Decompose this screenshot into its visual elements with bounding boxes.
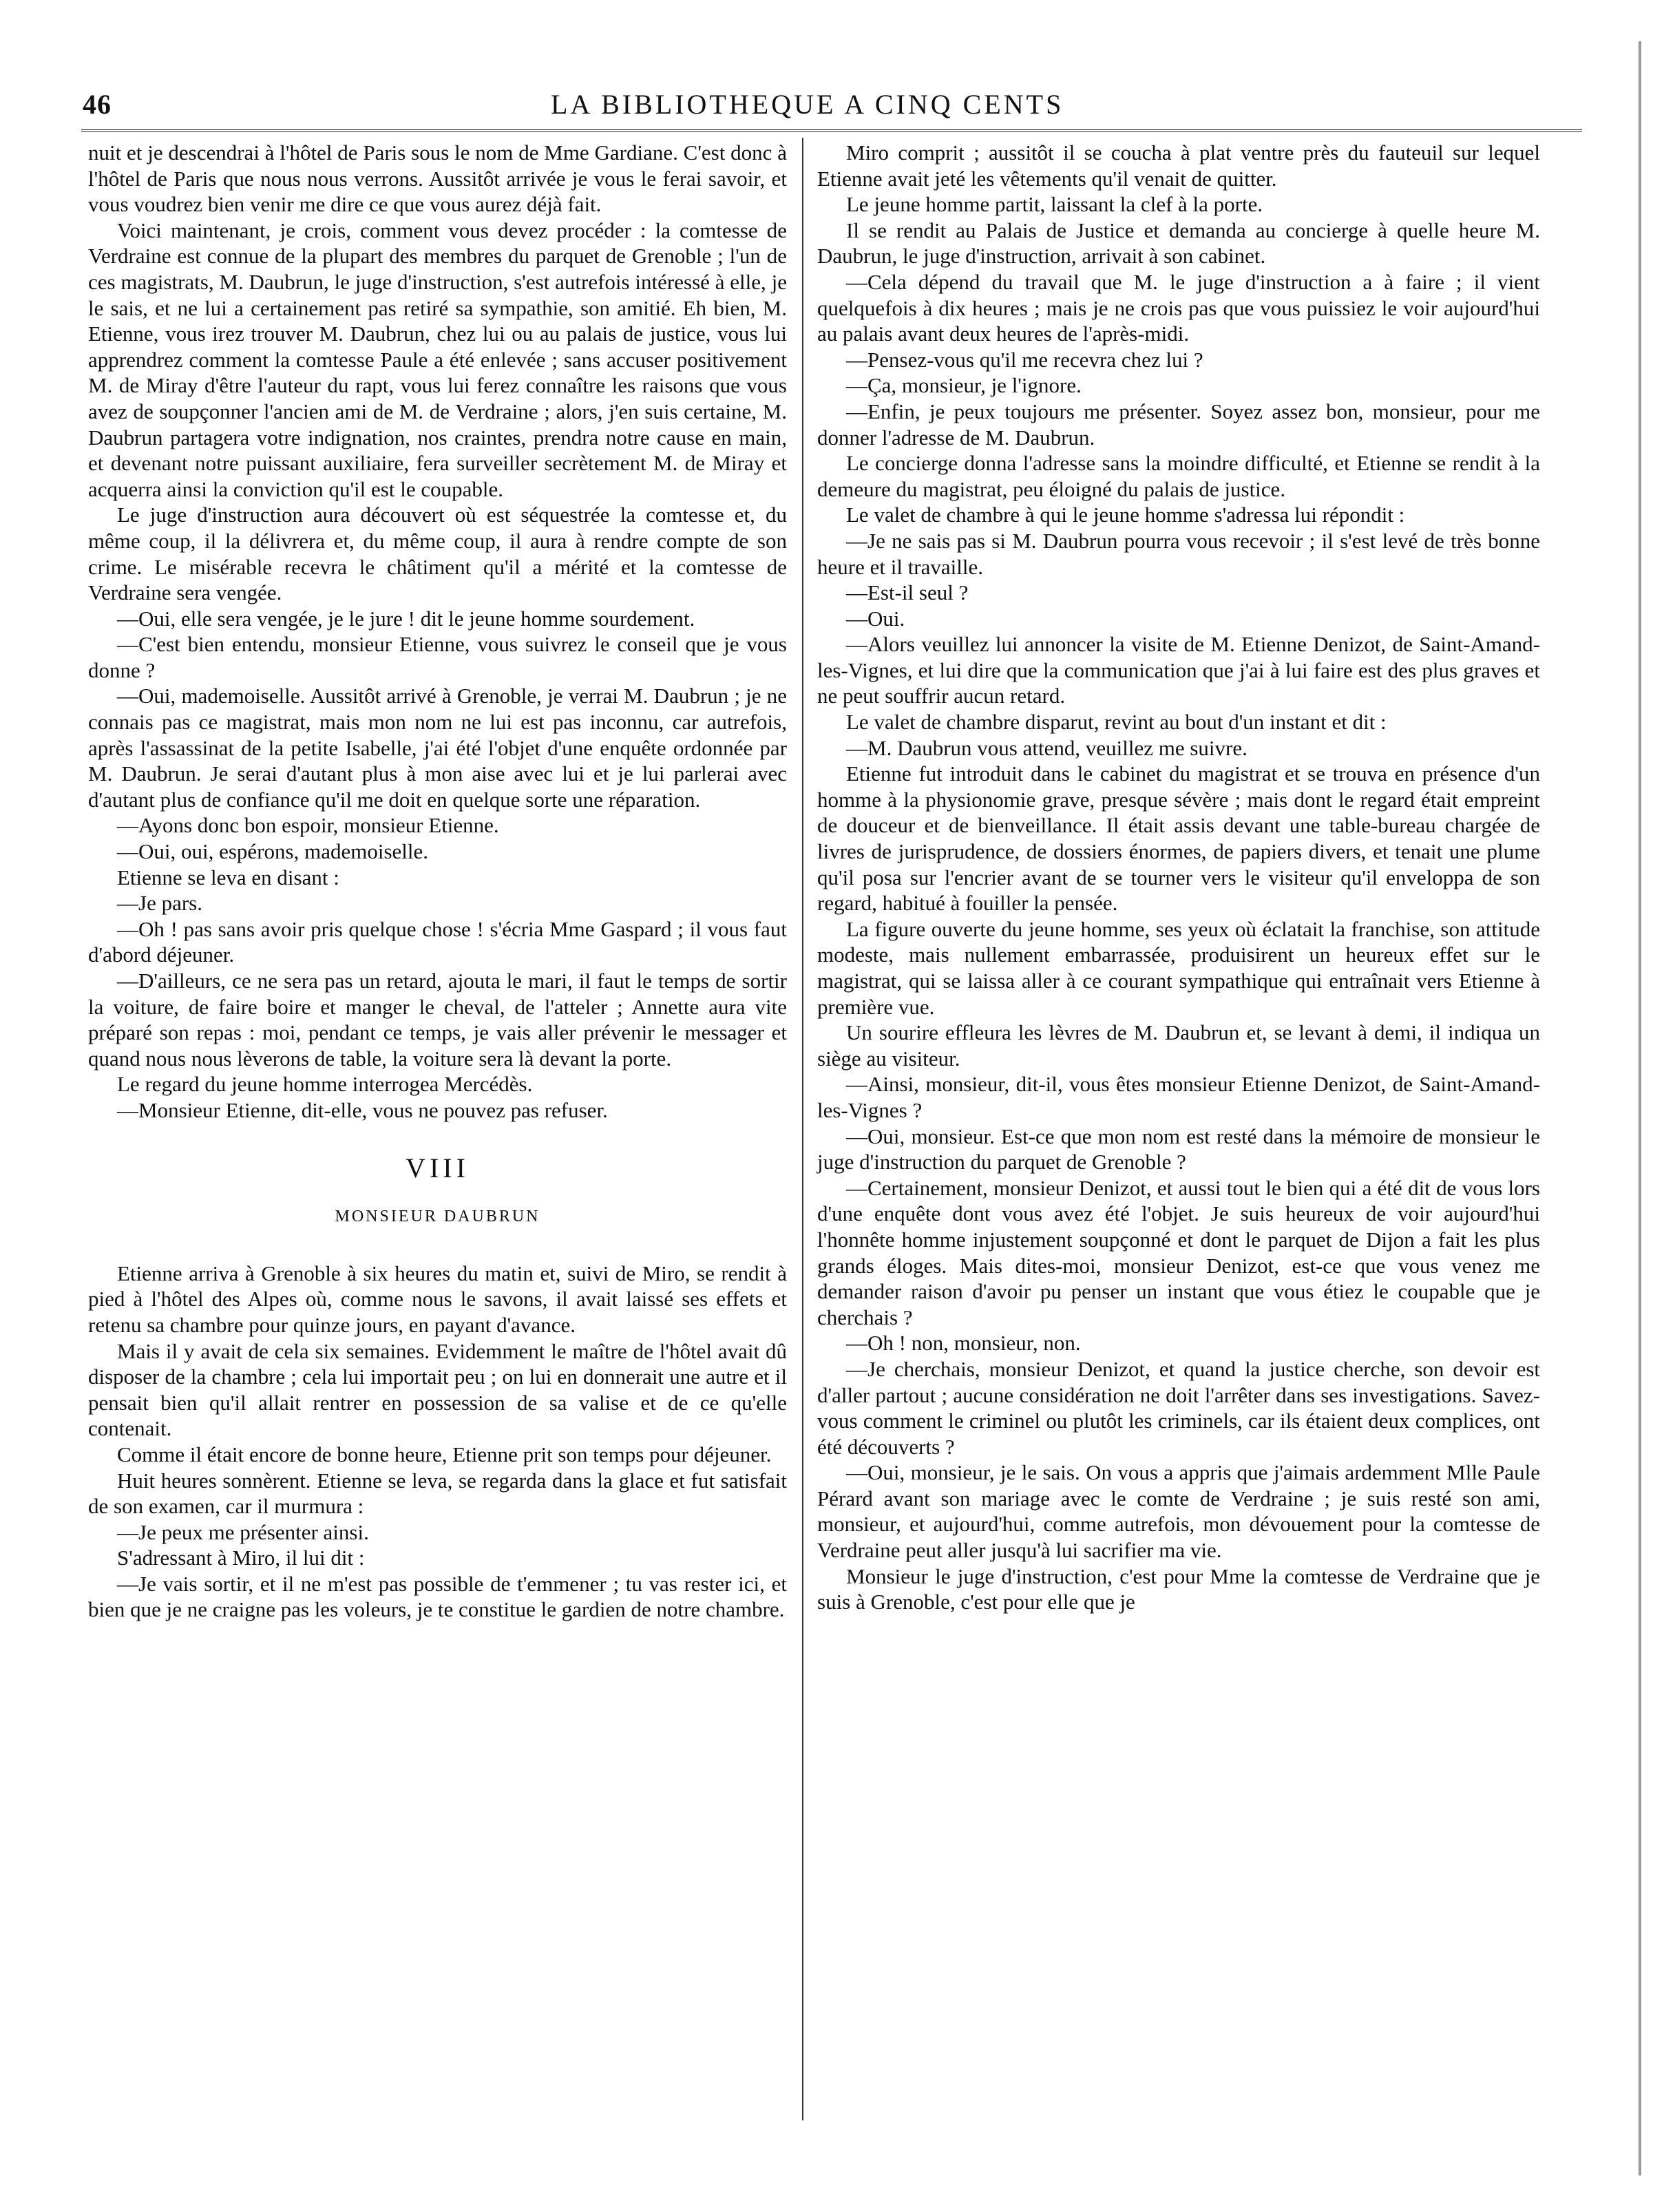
page-header <box>83 88 1583 125</box>
paragraph: Un sourire effleura les lèvres de M. Daubrun et, se levant à demi, il indiqua un siège au visiteur. <box>817 1020 1540 1071</box>
paragraph: —Je vais sortir, et il ne m'est pas possible de t'emmener ; tu vas rester ici, et bien que je ne craigne pas les voleurs, je te constitue le gardien de notre chambre. <box>88 1571 787 1622</box>
paragraph: —Pensez-vous qu'il me recevra chez lui ? <box>846 347 1203 372</box>
paragraph: Huit heures sonnèrent. Etienne se leva, se regarda dans la glace et fut satisfait de son examen, car il murmura : <box>88 1468 787 1519</box>
paragraph: Voici maintenant, je crois, comment vous devez procéder : la comtesse de Verdraine est connue de la plupart des membres du parquet de Grenoble ; l'un de ces magistrats, M. Daubrun, le juge d'instruction, s'est autrefois intéressé à elle, je le sais, et ne lui a certainement pas retiré sa sympathie, son amitié. Eh bien, M. Etienne, vous irez trouver M. Daubrun, chez lui ou au palais de justice, vous lui apprendrez comment la comtesse Paule a été enlevée ; sans accuser positivement M. de Miray d'être l'auteur du rapt, vous lui ferez connaître les raisons que vous avez de soupçonner l'ancien ami de M. de Verdraine ; alors, j'en suis certaine, M. Daubrun partagera votre indignation, nos craintes, prendra notre cause en main, et devenant notre puissant auxiliaire, fera surveiller secrètement M. de Miray et acquerra ainsi la conviction qu'il est le coupable. <box>88 218 787 501</box>
running-title: LA BIBLIOTHEQUE A CINQ CENTS <box>551 89 1064 120</box>
paragraph: Mais il y avait de cela six semaines. Evidemment le maître de l'hôtel avait dû disposer de la chambre ; cela lui importait peu ; on lui en donnerait une autre et il pensait bien qu'il allait rentrer en possession de sa valise et de ce qu'elle contenait. <box>88 1338 787 1441</box>
column-divider <box>802 138 803 2120</box>
paragraph: —Oui, elle sera vengée, je le jure ! dit le jeune homme sourdement. <box>117 606 695 631</box>
paragraph: —Ça, monsieur, je l'ignore. <box>846 373 1082 398</box>
paragraph: Etienne se leva en disant : <box>117 865 339 889</box>
paragraph: —Oui. <box>846 606 905 631</box>
paragraph: Le concierge donna l'adresse sans la moindre difficulté, et Etienne se rendit à la demeure du magistrat, peu éloigné du palais de justice. <box>817 451 1540 501</box>
paragraph: —Cela dépend du travail que M. le juge d'instruction a à faire ; il vient quelquefois à dix heures ; mais je ne crois pas que vous puissiez le voir aujourd'hui au palais avant deux heures de l'après-midi. <box>817 269 1540 346</box>
paragraph: —Oh ! non, monsieur, non. <box>846 1331 1081 1356</box>
chapter-title: MONSIEUR DAUBRUN <box>335 1208 540 1226</box>
paragraph: Le valet de chambre à qui le jeune homme s'adressa lui répondit : <box>846 503 1405 527</box>
paragraph: —Alors veuillez lui annoncer la visite de M. Etienne Denizot, de Saint-Amand-les-Vignes, et lui dire que la communication que j'ai à lui faire est des plus graves et ne peut souffrir aucun retard. <box>817 632 1540 708</box>
paragraph: Monsieur le juge d'instruction, c'est pour Mme la comtesse de Verdraine que je suis à Grenoble, c'est pour elle que je <box>817 1563 1540 1614</box>
paragraph: Il se rendit au Palais de Justice et demanda au concierge à quelle heure M. Daubrun, le juge d'instruction, arrivait à son cabinet. <box>817 218 1540 268</box>
right-column <box>817 140 1540 1615</box>
paragraph: —Ainsi, monsieur, dit-il, vous êtes monsieur Etienne Denizot, de Saint-Amand-les-Vignes ? <box>817 1072 1540 1122</box>
paragraph: Etienne fut introduit dans le cabinet du magistrat et se trouva en présence d'un homme à la physionomie grave, presque sévère ; mais dont le regard était empreint de douceur et de bienveillance. Il était assis devant une table-bureau chargée de livres de jurisprudence, de dossiers énormes, de papiers divers, et tenait une plume qu'il posa sur l'encrier avant de se tourner vers le visiteur qu'il enveloppa de son regard, habitué à fouiller la pensée. <box>817 761 1540 916</box>
paragraph: —C'est bien entendu, monsieur Etienne, vous suivrez le conseil que je vous donne ? <box>88 632 787 682</box>
paragraph: Etienne arriva à Grenoble à six heures du matin et, suivi de Miro, se rendit à pied à l'hôtel des Alpes où, comme nous le savons, il avait laissé ses effets et retenu sa chambre pour quinze jours, en payant d'avance. <box>88 1261 787 1337</box>
paragraph: —M. Daubrun vous attend, veuillez me suivre. <box>846 735 1247 760</box>
left-column <box>88 140 787 1623</box>
page-number: 46 <box>83 89 112 120</box>
paragraph: —D'ailleurs, ce ne sera pas un retard, ajouta le mari, il faut le temps de sortir la voiture, de faire boire et manger le cheval, de l'atteler ; Annette aura vite préparé son repas : moi, pendant ce temps, je vais aller prévenir le messager et quand nous nous lèverons de table, la voiture sera là devant la porte. <box>88 969 787 1071</box>
paragraph: Le valet de chambre disparut, revint au bout d'un instant et dit : <box>846 710 1387 735</box>
paragraph: —Ayons donc bon espoir, monsieur Etienne. <box>117 813 499 838</box>
paragraph: —Enfin, je peux toujours me présenter. Soyez assez bon, monsieur, pour me donner l'adresse de M. Daubrun. <box>817 399 1540 450</box>
paragraph: Le jeune homme partit, laissant la clef à la porte. <box>846 192 1263 217</box>
paragraph: S'adressant à Miro, il lui dit : <box>117 1546 365 1570</box>
header-rule <box>81 129 1582 132</box>
paragraph: —Je cherchais, monsieur Denizot, et quand la justice cherche, son devoir est d'aller partout ; aucune considération ne doit l'arrêter dans ses investigations. Savez-vous comment le criminel ou plutôt les criminels, car ils étaient deux complices, ont été découverts ? <box>817 1356 1540 1459</box>
paragraph: —Oui, monsieur, je le sais. On vous a appris que j'aimais ardemment Mlle Paule Pérard avant son mariage avec le comte de Verdraine ; je suis resté son ami, monsieur, et aujourd'hui, comme autrefois, mon dévouement pour la comtesse de Verdraine peut aller jusqu'à lui sacrifier ma vie. <box>817 1460 1540 1563</box>
paragraph: —Oh ! pas sans avoir pris quelque chose ! s'écria Mme Gaspard ; il vous faut d'abord déjeuner. <box>88 916 787 967</box>
paragraph: —Certainement, monsieur Denizot, et aussi tout le bien qui a été dit de vous lors d'une enquête dont vous avez été l'objet. Je suis heureux de voir aujourd'hui l'honnête homme injustement soupçonné et dont le parquet de Dijon a fait les plus grands éloges. Mais dites-moi, monsieur Denizot, est-ce que vous venez me demander raison d'avoir pu penser un instant que vous étiez le coupable que je cherchais ? <box>817 1175 1540 1329</box>
paragraph: Miro comprit ; aussitôt il se coucha à plat ventre près du fauteuil sur lequel Etienne avait jeté les vêtements qu'il venait de quitter. <box>817 140 1540 191</box>
paragraph: —Est-il seul ? <box>846 580 969 605</box>
paragraph: —Monsieur Etienne, dit-elle, vous ne pouvez pas refuser. <box>117 1097 608 1122</box>
paragraph: Comme il était encore de bonne heure, Etienne prit son temps pour déjeuner. <box>117 1442 772 1466</box>
paragraph: Le regard du jeune homme interrogea Mercédès. <box>117 1072 533 1097</box>
paragraph: La figure ouverte du jeune homme, ses yeux où éclatait la franchise, son attitude modeste, mais nullement embarrassée, produisirent un heureux effet sur le magistrat, qui se laissa aller à ce courant sympathique qui entraînait vers Etienne à première vue. <box>817 916 1540 1019</box>
paragraph: —Oui, oui, espérons, mademoiselle. <box>117 839 428 864</box>
page-edge <box>1639 41 1641 2176</box>
chapter-number: VIII <box>406 1152 470 1183</box>
paragraph: —Je pars. <box>117 891 202 916</box>
paragraph: Le juge d'instruction aura découvert où est séquestrée la comtesse et, du même coup, il la délivrera et, du même coup, il aura à rendre compte de son crime. Le misérable recevra le châtiment qu'il a mérité et la comtesse de Verdraine sera vengée. <box>88 503 787 605</box>
paragraph: —Je ne sais pas si M. Daubrun pourra vous recevoir ; il s'est levé de très bonne heure et il travaille. <box>817 528 1540 579</box>
paragraph: —Oui, monsieur. Est-ce que mon nom est resté dans la mémoire de monsieur le juge d'instruction du parquet de Grenoble ? <box>817 1124 1540 1175</box>
paragraph: nuit et je descendrai à l'hôtel de Paris sous le nom de Mme Gardiane. C'est donc à l'hôtel de Paris que nous nous verrons. Aussitôt arrivée je vous le ferai savoir, et vous voudrez bien venir me dire ce que vous aurez déjà fait. <box>88 140 787 217</box>
paragraph: —Oui, mademoiselle. Aussitôt arrivé à Grenoble, je verrai M. Daubrun ; je ne connais pas ce magistrat, mais mon nom ne lui est pas inconnu, car autrefois, après l'assassinat de la petite Isabelle, j'ai été l'objet d'une enquête ordonnée par M. Daubrun. Je serai d'autant plus à mon aise avec lui et je lui parlerai avec d'autant plus de confiance qu'il me doit en quelque sorte une réparation. <box>88 684 787 812</box>
paragraph: —Je peux me présenter ainsi. <box>117 1519 369 1544</box>
